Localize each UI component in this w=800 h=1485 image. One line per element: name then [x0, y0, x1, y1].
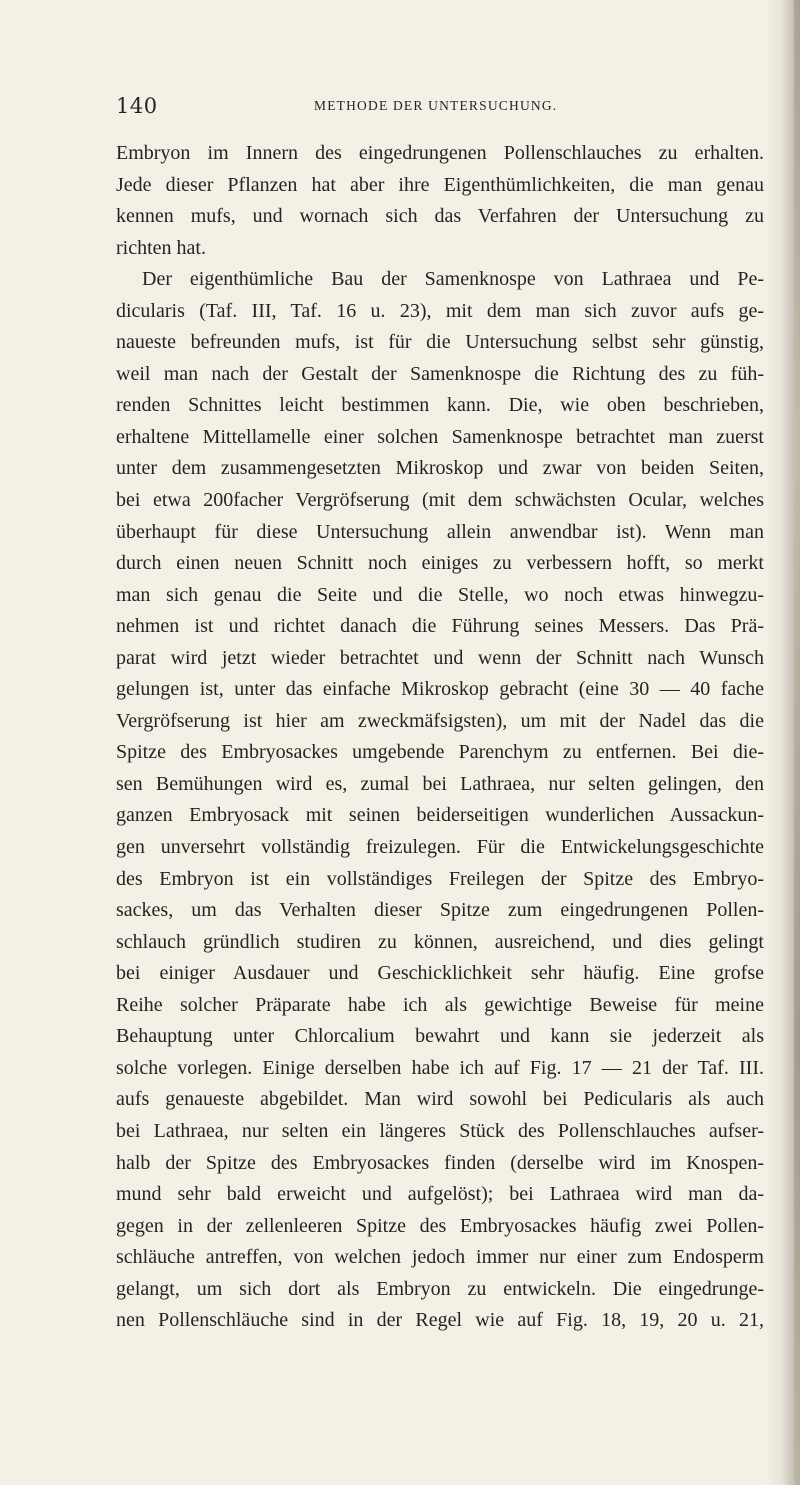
- text-line: ganzen Embryosack mit seinen beiderseitigen wunderlichen Aussackun-: [116, 804, 764, 827]
- text-line: kennen mufs, und wornach sich das Verfahren der Untersuchung zu: [116, 205, 764, 228]
- text-line: bei Lathraea, nur selten ein längeres Stück des Pollenschlauches aufser-: [116, 1119, 764, 1142]
- text-line: bei einiger Ausdauer und Geschicklichkeit sehr häufig. Eine grofse: [116, 962, 764, 985]
- text-line: halb der Spitze des Embryosackes finden (derselbe wird im Knospen-: [116, 1151, 764, 1174]
- text-line: gegen in der zellenleeren Spitze des Embryosackes häufig zwei Pollen-: [116, 1214, 764, 1237]
- text-line: überhaupt für diese Untersuchung allein anwendbar ist). Wenn man: [116, 520, 764, 543]
- page-header: [116, 94, 764, 124]
- text-line: solche vorlegen. Einige derselben habe ich auf Fig. 17 — 21 der Taf. III.: [116, 1056, 764, 1079]
- body-text: [116, 138, 764, 1337]
- text-line: gelangt, um sich dort als Embryon zu entwickeln. Die eingedrunge-: [116, 1277, 764, 1300]
- page-number: 140: [116, 94, 158, 118]
- text-line: weil man nach der Gestalt der Samenknospe die Richtung des zu füh-: [116, 362, 764, 385]
- text-line: schlauch gründlich studiren zu können, ausreichend, und dies gelingt: [116, 930, 764, 953]
- text-line: Der eigenthümliche Bau der Samenknospe von Lathraea und Pe-: [142, 268, 764, 291]
- text-line: naueste befreunden mufs, ist für die Untersuchung selbst sehr günstig,: [116, 331, 764, 354]
- text-line: renden Schnittes leicht bestimmen kann. Die, wie oben beschrieben,: [116, 394, 764, 417]
- running-head: METHODE DER UNTERSUCHUNG.: [314, 98, 558, 113]
- text-line: Behauptung unter Chlorcalium bewahrt und kann sie jederzeit als: [116, 1025, 764, 1048]
- text-line: schläuche antreffen, von welchen jedoch immer nur einer zum Endosperm: [116, 1246, 764, 1269]
- text-line: nehmen ist und richtet danach die Führung seines Messers. Das Prä-: [116, 615, 764, 638]
- text-line: mund sehr bald erweicht und aufgelöst); bei Lathraea wird man da-: [116, 1183, 764, 1206]
- text-line: richten hat.: [116, 236, 206, 259]
- text-line: nen Pollenschläuche sind in der Regel wie auf Fig. 18, 19, 20 u. 21,: [116, 1309, 764, 1332]
- text-line: Spitze des Embryosackes umgebende Parenchym zu entfernen. Bei die-: [116, 741, 764, 764]
- text-line: dicularis (Taf. III, Taf. 16 u. 23), mit dem man sich zuvor aufs ge-: [116, 299, 764, 322]
- text-line: durch einen neuen Schnitt noch einiges zu verbessern hofft, so merkt: [116, 552, 764, 575]
- page-edge: [794, 0, 800, 1485]
- text-line: gen unversehrt vollständig freizulegen. Für die Entwickelungsgeschichte: [116, 836, 764, 859]
- text-line: unter dem zusammengesetzten Mikroskop und zwar von beiden Seiten,: [116, 457, 764, 480]
- text-line: Jede dieser Pflanzen hat aber ihre Eigenthümlichkeiten, die man genau: [116, 173, 764, 196]
- text-line: aufs genaueste abgebildet. Man wird sowohl bei Pedicularis als auch: [116, 1088, 764, 1111]
- text-line: des Embryon ist ein vollständiges Freilegen der Spitze des Embryo-: [116, 867, 764, 890]
- text-line: Embryon im Innern des eingedrungenen Pollenschlauches zu erhalten.: [116, 142, 764, 164]
- text-line: gelungen ist, unter das einfache Mikroskop gebracht (eine 30 — 40 fache: [116, 678, 764, 701]
- text-line: parat wird jetzt wieder betrachtet und wenn der Schnitt nach Wunsch: [116, 646, 764, 669]
- text-line: Reihe solcher Präparate habe ich als gewichtige Beweise für meine: [116, 993, 764, 1016]
- text-line: Vergröfserung ist hier am zweckmäfsigsten), um mit der Nadel das die: [116, 709, 764, 732]
- text-line: sackes, um das Verhalten dieser Spitze zum eingedrungenen Pollen-: [116, 899, 764, 922]
- text-line: sen Bemühungen wird es, zumal bei Lathraea, nur selten gelingen, den: [116, 772, 764, 795]
- text-line: man sich genau die Seite und die Stelle, wo noch etwas hinwegzu-: [116, 583, 764, 606]
- text-line: erhaltene Mittellamelle einer solchen Samenknospe betrachtet man zuerst: [116, 425, 764, 448]
- text-line: bei etwa 200facher Vergröfserung (mit dem schwächsten Ocular, welches: [116, 489, 764, 512]
